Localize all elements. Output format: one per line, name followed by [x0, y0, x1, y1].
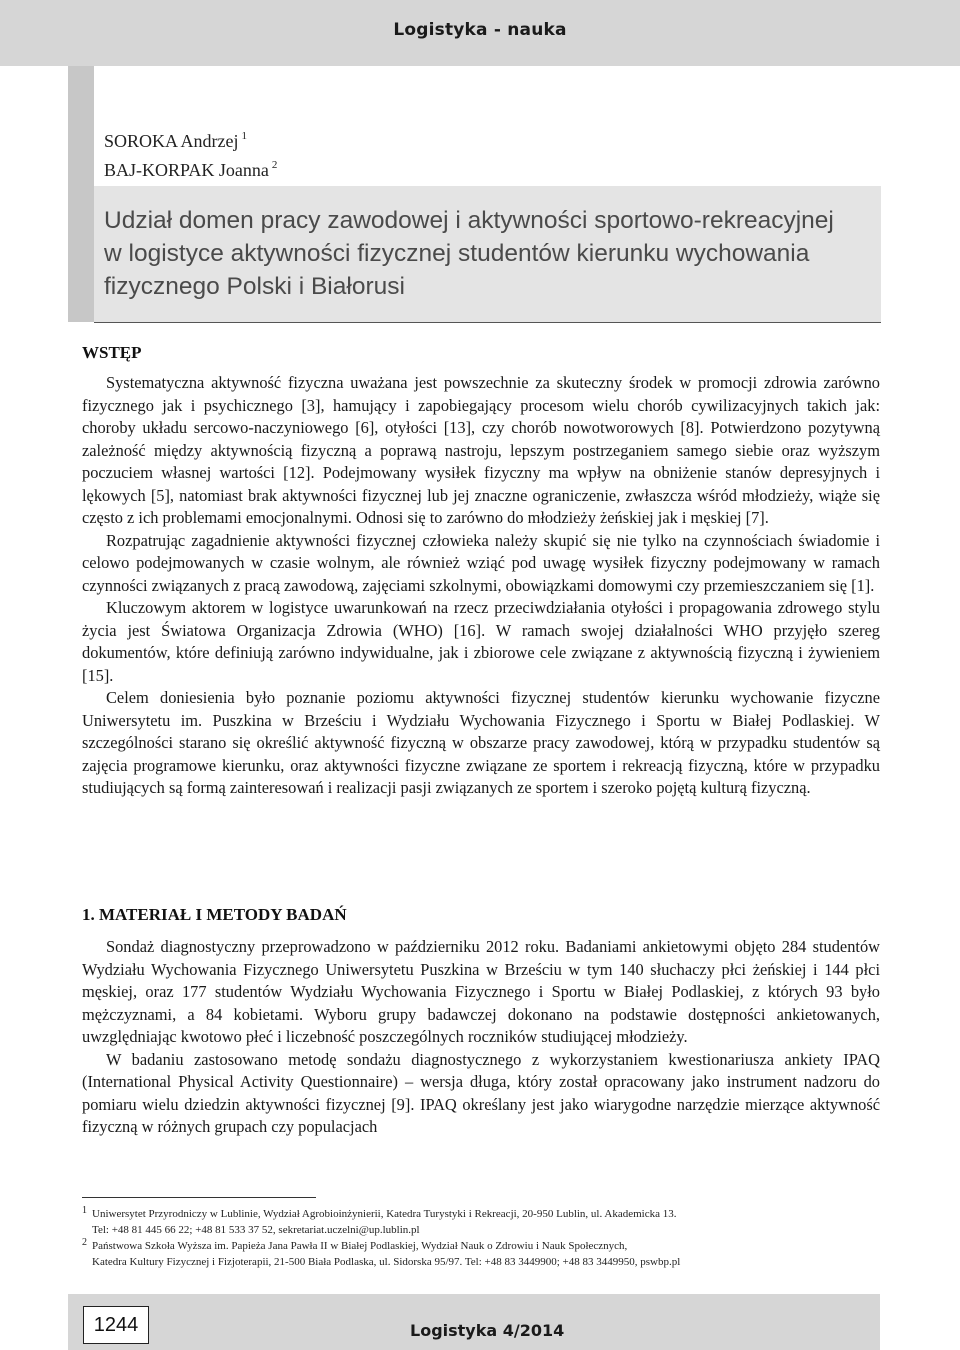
title-line: w logistyce aktywności fizycznej studentów kierunku wychowania [104, 240, 810, 267]
footnote-divider [82, 1197, 316, 1198]
article-title [104, 204, 874, 303]
title-line: fizycznego Polski i Białorusi [104, 273, 405, 300]
footnotes [82, 1206, 882, 1270]
methods-section [82, 936, 880, 1139]
title-line: Udział domen pracy zawodowej i aktywności sportowo-rekreacyjnej [104, 207, 834, 234]
section-heading-methods: 1. MATERIAŁ I METODY BADAŃ [82, 905, 347, 924]
footnote-mark: 1 [82, 1205, 87, 1216]
author [104, 153, 277, 182]
title-divider [94, 322, 881, 323]
footnote-line: Państwowa Szkoła Wyższa im. Papieża Jana Pawła II w Białej Podlaskiej, Wydział Nauk o Zdrowiu i Nauk Społecznych, [92, 1240, 628, 1252]
footnote-line: Uniwersytet Przyrodniczy w Lublinie, Wydział Agrobioinżynierii, Katedra Turystyki i Rekreacji, 20-950 Lublin, ul. Akademicka 13. [92, 1208, 677, 1220]
footnote [82, 1206, 882, 1238]
paragraph: Rozpatrując zagadnienie aktywności fizycznej człowieka należy skupić się nie tylko na czynnościach świadomie i celowo podejmowanych w czasie wolnym, ale również wziąć pod uwagę wysiłek fizyczny podejmowany w ramach czynności związanych z pracą zawodową, zajęciami szkolnymi, obowiązkami domowymi czy przemieszczaniem się [1]. [82, 530, 880, 595]
footnote-line: Tel: +48 81 445 66 22; +48 81 533 37 52, sekretariat.uczelni@up.lublin.pl [92, 1224, 420, 1236]
author-name: BAJ-KORPAK Joanna [104, 160, 269, 180]
page-number: 1244 [83, 1306, 149, 1344]
decorative-strip [68, 66, 94, 322]
footnote [82, 1238, 882, 1270]
author [104, 124, 277, 153]
paragraph: Systematyczna aktywność fizyczna uważana jest powszechnie za skuteczny środek w promocji zdrowia zarówno fizycznego jak i psychicznego [3], hamujący i zapobiegający procesom wielu chorób cywilizacyjnych takich jak: choroby układu sercowo-naczyniowego [6], otyłości [13], czy chorób nowotworowych [8]. Potwierdzono pozytywną zależność między aktywnością fizyczną a poprawą nastroju, lepszym postrzeganiem samego siebie oraz wyższym poczuciem własnej wartości [12]. Podejmowany wysiłek fizyczny ma wpływ na obniżenie stanów depresyjnych i lękowych [5], natomiast brak aktywności fizycznej lub jej znaczne ograniczenie, zwłaszcza wśród młodzieży, wiąże się często z ich problemami emocjonalnymi. Odnosi się to zarówno do młodzieży żeńskiej jak i męskiej [7]. [82, 373, 880, 527]
paragraph: Sondaż diagnostyczny przeprowadzono w październiku 2012 roku. Badaniami ankietowymi objęto 284 studentów Wydziału Wychowania Fizycznego Uniwersytetu Puszkina w Brześciu w tym 140 słuchaczy płci żeńskiej i 144 płci męskiej, oraz 177 studentów Wydziału Wychowania Fizycznego i Sportu w Białej Podlaskiej, z których 93 było mężczyznami, a 84 kobietami. Wyboru grupy badawczej dokonano na podstawie dostępności ankietowanych, uwzględniając kwotowo płeć i liczebność poszczególnych roczników studiującej młodzieży. [82, 937, 880, 1046]
journal-issue: Logistyka 4/2014 [410, 1321, 565, 1340]
footnote-mark: 2 [82, 1237, 87, 1248]
footnote-line: Katedra Kultury Fizycznej i Fizjoterapii, 21-500 Biała Podlaska, ul. Sidorska 95/97. Tel: +48 83 3449900; +48 83 3449950, pswbp.pl [92, 1256, 681, 1268]
author-list [104, 124, 277, 182]
intro-section [82, 372, 880, 800]
author-name: SOROKA Andrzej [104, 131, 239, 151]
paragraph: W badaniu zastosowano metodę sondażu diagnostycznego z wykorzystaniem kwestionariusza ankiety IPAQ (International Physical Activity Questionnaire) – wersja długa, który został opracowany jako instrument nadzoru do pomiaru wielu dziedzin aktywności fizycznej [9]. IPAQ określany jest jako wiarygodne narzędzie mierzące aktywność fizyczną w różnych grupach czy populacjach [82, 1049, 880, 1136]
author-affiliation-mark: 1 [241, 130, 247, 142]
section-heading-intro: WSTĘP [82, 343, 142, 362]
author-affiliation-mark: 2 [271, 159, 278, 171]
paragraph: Celem doniesienia było poznanie poziomu aktywności fizycznej studentów kierunku wychowanie fizyczne Uniwersytetu im. Puszkina w Brześciu i Wydziału Wychowania Fizycznego i Sportu w Białej Podlaskiej. W szczególności starano się określić aktywność fizyczną w obszarze pracy zawodowej, którą w przypadku studentów są zajęcia programowe kierunku, oraz aktywności fizyczne związane ze sportem i rekreacją fizyczną, które w przypadku studiujących są formą zainteresowań i realizacji pasji związanych ze sportem i szeroko pojętą kulturą fizyczną. [82, 688, 880, 797]
paragraph: Kluczowym aktorem w logistyce uwarunkowań na rzecz przeciwdziałania otyłości i propagowania zdrowego stylu życia jest Światowa Organizacja Zdrowia (WHO) [16]. W ramach swojej działalności WHO przyjęło szereg dokumentów, które definiują zarówno indywidualne, jak i zbiorowe cele związane z aktywnością fizyczną i żywieniem [15]. [82, 598, 880, 685]
journal-section-title: Logistyka - nauka [393, 20, 567, 40]
